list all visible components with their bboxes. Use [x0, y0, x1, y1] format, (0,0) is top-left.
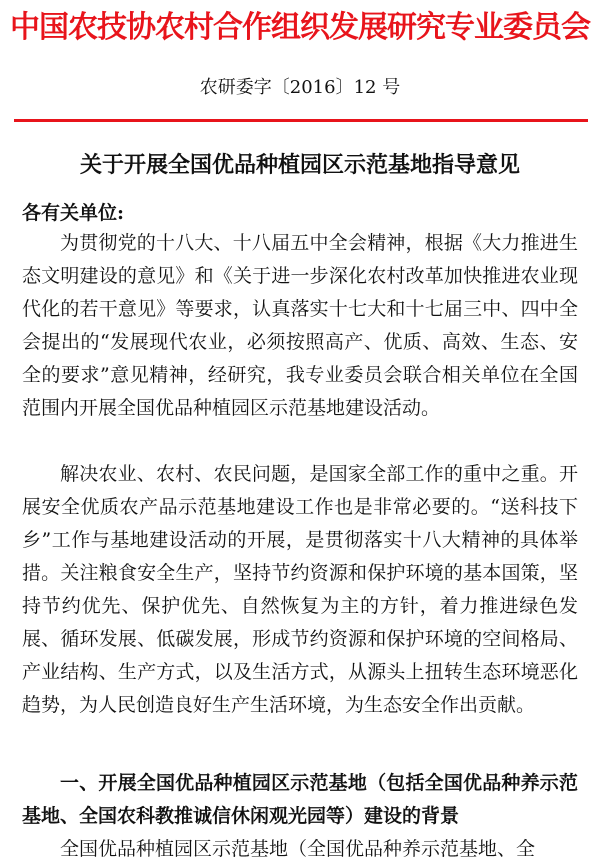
section-heading: 一、开展全国优品种植园区示范基地（包括全国优品种养示范基地、全国农科教推诚信休闲观光园等）建设的背景	[22, 772, 578, 827]
salutation: 各有关单位:	[22, 202, 125, 224]
body-paragraph-continued: 全国优品种植园区示范基地（全国优品种养示范基地、全	[60, 838, 536, 860]
body-paragraph: 为贯彻党的十八大、十八届五中全会精神，根据《大力推进生态文明建设的意见》和《关于进一步深化农村改革加快推进农业现代化的若干意见》等要求，认真落实十七大和十七届三中、四中全会提出的“发展现代农业，必须按照高产、优质、高效、生态、安全的要求”意见精神，经研究，我专业委员会联合相关单位在全国范围内开展全国优品种植园区示范基地建设活动。	[22, 232, 578, 419]
document-number: 农研委字〔2016〕12 号	[199, 77, 401, 98]
red-divider-line	[14, 119, 588, 122]
document-title: 关于开展全国优品种植园区示范基地指导意见	[79, 152, 520, 178]
body-paragraph: 解决农业、农村、农民问题，是国家全部工作的重中之重。开展安全优质农产品示范基地建设工作也是非常必要的。“送科技下乡”工作与基地建设活动的开展，是贯彻落实十八大精神的具体举措。关注粮食安全生产，坚持节约资源和保护环境的基本国策，坚持节约优先、保护优先、自然恢复为主的方针，着力推进绿色发展、循环发展、低碳发展，形成节约资源和保护环境的空间格局、产业结构、生产方式，以及生活方式，从源头上扭转生态环境恶化趋势，为人民创造良好生产生活环境，为生态安全作出贡献。	[22, 463, 578, 716]
organization-header: 中国农技协农村合作组织发展研究专业委员会	[10, 10, 590, 45]
